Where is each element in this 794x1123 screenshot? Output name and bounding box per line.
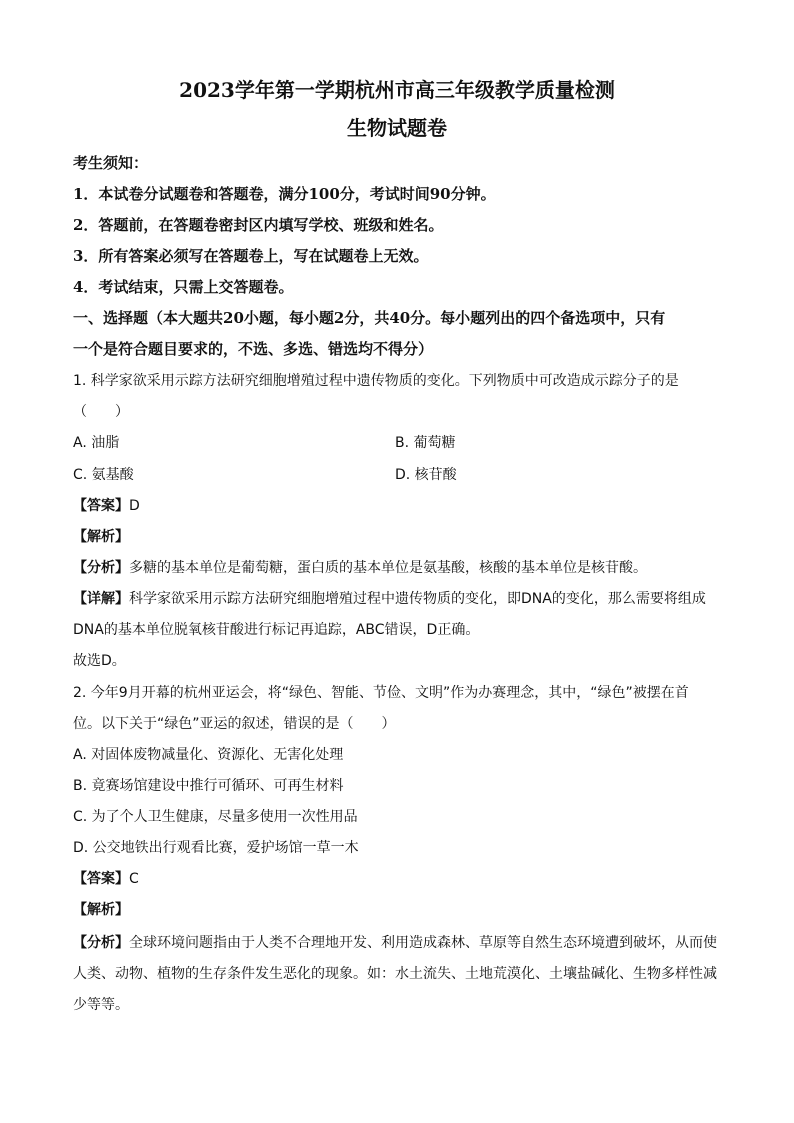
q2-option-d: D. 公交地铁出行观看比赛，爱护场馆一草一木: [73, 840, 359, 856]
q1-detail-cont: DNA的基本单位脱氧核苷酸进行标记再追踪，ABC错误，D正确。: [73, 622, 480, 638]
q1-stem: 1. 科学家欲采用示踪方法研究细胞增殖过程中遗传物质的变化。下列物质中可改造成示踪分子的是: [73, 373, 679, 389]
q1-option-b: B. 葡萄糖: [395, 435, 456, 451]
q1-fenxi: [73, 557, 647, 577]
notice-item-2: 2．答题前，在答题卷密封区内填写学校、班级和姓名。: [73, 216, 444, 234]
fenxi-text: 全球环境问题指由于人类不合理地开发、利用造成森林、草原等自然生态环境遭到破坏，从而使: [129, 935, 717, 951]
q2-option-a: A. 对固体废物减量化、资源化、无害化处理: [73, 747, 344, 763]
answer-value: C: [129, 871, 139, 887]
fenxi-tag: 【分析】: [73, 935, 129, 951]
q1-option-a: A. 油脂: [73, 435, 120, 451]
notice-item-4: 4．考试结束，只需上交答题卷。: [73, 278, 294, 296]
q1-analysis-tag: 【解析】: [73, 529, 129, 545]
page-subtitle: 生物试题卷: [347, 116, 447, 140]
section-heading-cont: 一个是符合题目要求的，不选、多选、错选均不得分）: [73, 340, 434, 358]
answer-tag: 【答案】: [73, 871, 129, 887]
q2-fenxi-end: 少等等。: [73, 997, 129, 1013]
q2-option-c: C. 为了个人卫生健康，尽量多使用一次性用品: [73, 809, 358, 825]
answer-tag: 【答案】: [73, 498, 129, 514]
notice-heading: 考生须知：: [73, 154, 149, 172]
section-heading: 一、选择题（本大题共20小题，每小题2分，共40分。每小题列出的四个备选项中，只有: [73, 309, 666, 327]
q2-fenxi-cont: 人类、动物、植物的生存条件发生恶化的现象。如：水土流失、土地荒漠化、土壤盐碱化、生物多样性减: [73, 966, 717, 982]
q1-conclusion: 故选D。: [73, 653, 126, 669]
q1-detail: [73, 588, 706, 608]
q1-option-c: C. 氨基酸: [73, 467, 134, 483]
detail-text: 科学家欲采用示踪方法研究细胞增殖过程中遗传物质的变化，即DNA的变化，那么需要将组成: [129, 591, 706, 607]
notice-item-3: 3．所有答案必须写在答题卷上，写在试题卷上无效。: [73, 247, 429, 265]
fenxi-tag: 【分析】: [73, 560, 129, 576]
q1-option-d: D. 核苷酸: [395, 467, 457, 483]
answer-value: D: [129, 498, 140, 514]
q2-option-b: B. 竟赛场馆建设中推行可循环、可再生材料: [73, 778, 344, 794]
page-title: 2023学年第一学期杭州市高三年级教学质量检测: [179, 78, 615, 102]
notice-item-1: 1．本试卷分试题卷和答题卷，满分100分，考试时间90分钟。: [73, 185, 496, 203]
detail-tag: 【详解】: [73, 591, 129, 607]
q2-fenxi: [73, 932, 717, 952]
q1-stem-blank: （ ）: [73, 404, 129, 420]
q2-stem-cont: 位。以下关于“绿色”亚运的叙述，错误的是（ ）: [73, 716, 396, 732]
q2-answer: [73, 868, 139, 888]
q1-answer: [73, 495, 140, 515]
q2-stem: 2. 今年9月开幕的杭州亚运会，将“绿色、智能、节俭、文明”作为办赛理念，其中，“绿色”被摆在首: [73, 685, 689, 701]
q2-analysis-tag: 【解析】: [73, 902, 129, 918]
fenxi-text: 多糖的基本单位是葡萄糖，蛋白质的基本单位是氨基酸，核酸的基本单位是核苷酸。: [129, 560, 647, 576]
